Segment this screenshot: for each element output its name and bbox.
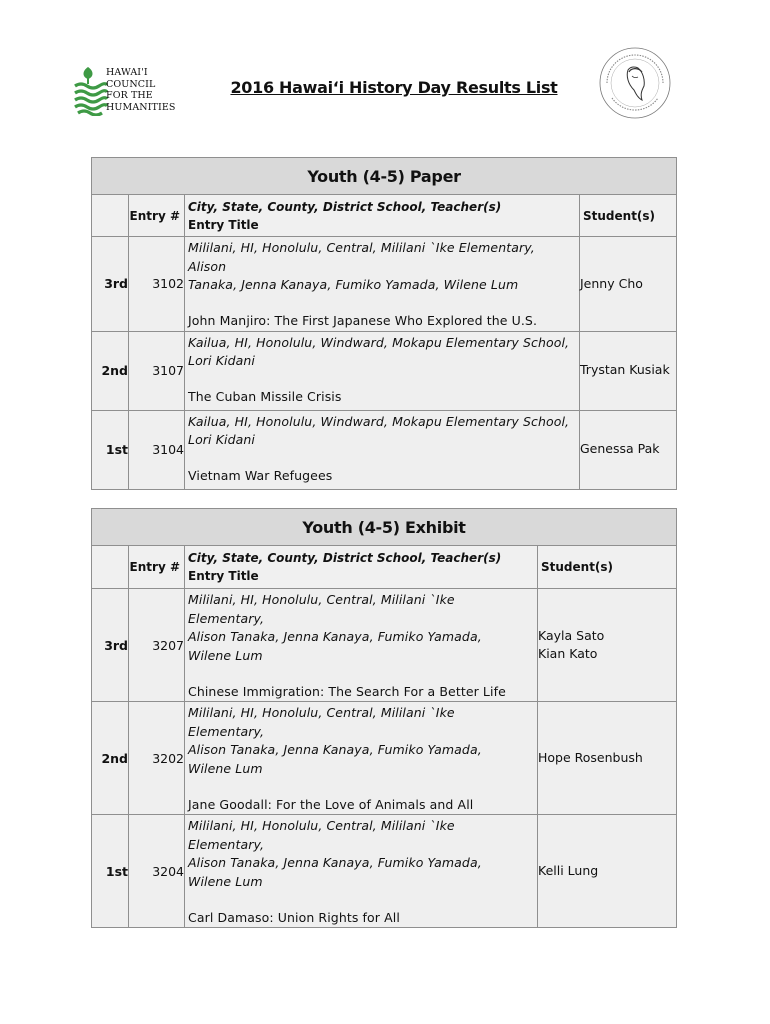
school-line: Alison Tanaka, Jenna Kanaya, Fumiko Yamada, (188, 742, 482, 757)
student-name: Kayla Sato (538, 627, 605, 643)
info-cell (185, 331, 580, 410)
school-line: Alison Tanaka, Jenna Kanaya, Fumiko Yamada, (188, 629, 482, 644)
student-name: Trystan Kusiak (580, 362, 670, 378)
entry-header: Entry # (129, 546, 185, 589)
info-header: City, State, County, District School, Teacher(s) Entry Title (185, 195, 580, 237)
students-cell (538, 589, 677, 702)
info-cell (185, 237, 580, 332)
students-cell (538, 815, 677, 928)
table-row (92, 589, 677, 702)
place-cell: 3rd (92, 237, 129, 332)
school-line: Mililani, HI, Honolulu, Central, Mililani `Ike Elementary, (188, 818, 455, 852)
student-name: Hope Rosenbush (538, 749, 643, 765)
entry-cell: 3104 (129, 410, 185, 489)
entry-header: Entry # (129, 195, 185, 237)
entry-title: John Manjiro: The First Japanese Who Explored the U.S. (188, 313, 538, 328)
entry-title: Chinese Immigration: The Search For a Better Life (188, 683, 506, 699)
school-line: Kailua, HI, Honolulu, Windward, Mokapu Elementary School, (188, 413, 570, 429)
info-cell (185, 589, 538, 702)
table-title: Youth (4-5) Paper (92, 158, 677, 195)
student-name: Kian Kato (538, 646, 598, 661)
table-row (92, 702, 677, 815)
school-line: Mililani, HI, Honolulu, Central, Mililani `Ike Elementary, (188, 592, 455, 626)
page-title: 2016 Hawaiʻi History Day Results List (230, 78, 558, 97)
place-cell: 2nd (92, 331, 129, 410)
results-table-paper (91, 157, 677, 490)
info-cell (185, 410, 580, 489)
students-cell (538, 702, 677, 815)
entry-cell: 3107 (129, 331, 185, 410)
school-line: Kailua, HI, Honolulu, Windward, Mokapu Elementary School, (188, 334, 570, 350)
students-header: Student(s) (538, 546, 677, 589)
student-name: Kelli Lung (538, 862, 599, 878)
info-cell (185, 702, 538, 815)
entry-title: Jane Goodall: For the Love of Animals and All (188, 796, 474, 812)
student-name: Jenny Cho (580, 275, 643, 291)
students-header: Student(s) (580, 195, 677, 237)
school-line: Lori Kidani (188, 432, 255, 447)
place-cell: 3rd (92, 589, 129, 702)
school-line: Wilene Lum (188, 760, 263, 776)
entry-title: The Cuban Missile Crisis (188, 389, 342, 404)
entry-cell: 3202 (129, 702, 185, 815)
entry-title: Vietnam War Refugees (188, 468, 333, 483)
info-header: City, State, County, District School, Teacher(s) Entry Title (185, 546, 538, 589)
school-line: Wilene Lum (188, 647, 263, 663)
place-header (92, 546, 129, 589)
school-line: Tanaka, Jenna Kanaya, Fumiko Yamada, Wilene Lum (188, 277, 519, 292)
results-table-exhibit (91, 508, 677, 928)
place-header (92, 195, 129, 237)
logo-wordmark: HAWAI'I COUNCIL FOR THE HUMANITIES (106, 67, 176, 113)
table-row (92, 410, 677, 489)
table-row (92, 237, 677, 332)
history-day-seal-icon (598, 46, 672, 120)
entry-title: Carl Damaso: Union Rights for All (188, 909, 400, 925)
student-name: Genessa Pak (580, 441, 660, 457)
students-cell (580, 410, 677, 489)
school-line: Mililani, HI, Honolulu, Central, Mililani `Ike Elementary, Alison (188, 240, 535, 274)
table-title: Youth (4-5) Exhibit (92, 509, 677, 546)
entry-cell: 3204 (129, 815, 185, 928)
place-cell: 1st (92, 815, 129, 928)
place-cell: 1st (92, 410, 129, 489)
school-line: Alison Tanaka, Jenna Kanaya, Fumiko Yamada, (188, 855, 482, 870)
entry-cell: 3102 (129, 237, 185, 332)
table-row (92, 815, 677, 928)
table-row (92, 331, 677, 410)
school-line: Wilene Lum (188, 873, 263, 889)
school-line: Mililani, HI, Honolulu, Central, Mililani `Ike Elementary, (188, 705, 455, 739)
info-cell (185, 815, 538, 928)
school-line: Lori Kidani (188, 353, 255, 368)
entry-cell: 3207 (129, 589, 185, 702)
students-cell (580, 331, 677, 410)
students-cell (580, 237, 677, 332)
place-cell: 2nd (92, 702, 129, 815)
